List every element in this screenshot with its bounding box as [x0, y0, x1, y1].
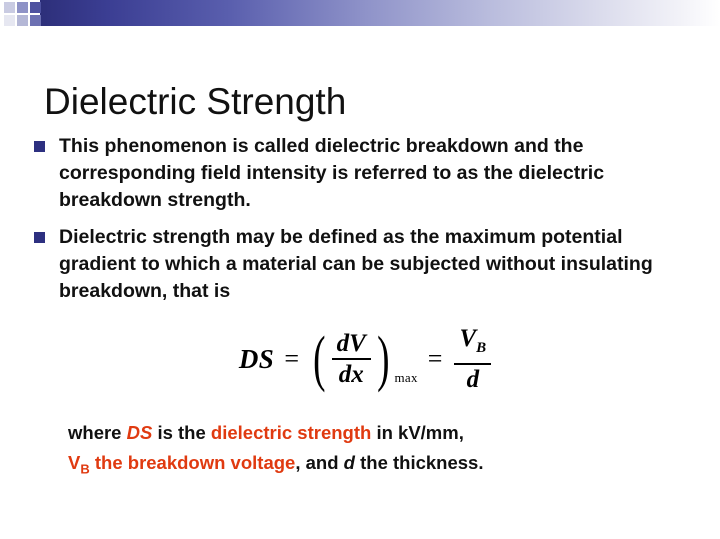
fraction-numerator: [454, 325, 491, 362]
fraction-bar: [454, 363, 491, 365]
caption-line-1: [68, 418, 668, 448]
vb-over-d-fraction: [454, 325, 491, 393]
caption-ds-symbol: DS: [126, 422, 153, 443]
caption-highlight: dielectric strength: [210, 422, 372, 443]
caption-text: the thickness.: [354, 452, 484, 473]
slide-header-band: [0, 0, 720, 30]
decor-square: [17, 15, 28, 26]
list-item: [34, 224, 684, 305]
caption-d-symbol: d: [343, 452, 355, 473]
bullet-list: [34, 133, 684, 315]
derivative-fraction: [332, 330, 371, 388]
decor-square: [4, 2, 15, 13]
caption-v-symbol: V: [68, 452, 81, 473]
bullet-text: Dielectric strength may be defined as the maximum potential gradient to which a material can be subjected without insulating breakdown, that is: [59, 226, 653, 302]
gradient-bar: [40, 0, 720, 26]
fraction-bar: [332, 358, 371, 360]
caption-text: , and: [295, 452, 344, 473]
caption-line-2: [68, 448, 668, 485]
bullet-text: This phenomenon is called dielectric breakdown and the corresponding field intensity is referred to as the dielectric breakdown strength.: [59, 135, 605, 211]
caption-text: where: [68, 422, 127, 443]
decor-square: [30, 15, 41, 26]
caption-text: is the: [152, 422, 211, 443]
square-bullet-icon: [34, 232, 45, 243]
decorative-squares: [0, 0, 60, 30]
equation-lhs: DS: [238, 343, 275, 374]
v-subscript-b: B: [476, 340, 487, 356]
fraction-denominator: d: [466, 366, 480, 393]
caption-highlight: the breakdown voltage: [89, 452, 296, 473]
page-title: Dielectric Strength: [44, 80, 347, 122]
decor-square: [4, 15, 15, 26]
decor-square: [17, 2, 28, 13]
caption-text: in kV/mm,: [371, 422, 464, 443]
paren-open: (: [313, 325, 326, 393]
equation-block: [0, 325, 720, 393]
paren-close: ): [376, 325, 390, 393]
decor-square: [30, 2, 41, 13]
square-bullet-icon: [34, 141, 45, 152]
caption-v-subscript: B: [80, 461, 90, 477]
equation-paren-group: [309, 325, 418, 393]
fraction-numerator: dV: [336, 330, 366, 357]
equation-equals-2: =: [427, 344, 443, 373]
equation-equals-1: =: [284, 344, 299, 373]
list-item: [34, 133, 684, 214]
subscript-max: max: [394, 370, 418, 385]
equation-caption: [68, 418, 668, 485]
v-symbol: V: [459, 325, 477, 352]
fraction-denominator: dx: [338, 361, 364, 388]
